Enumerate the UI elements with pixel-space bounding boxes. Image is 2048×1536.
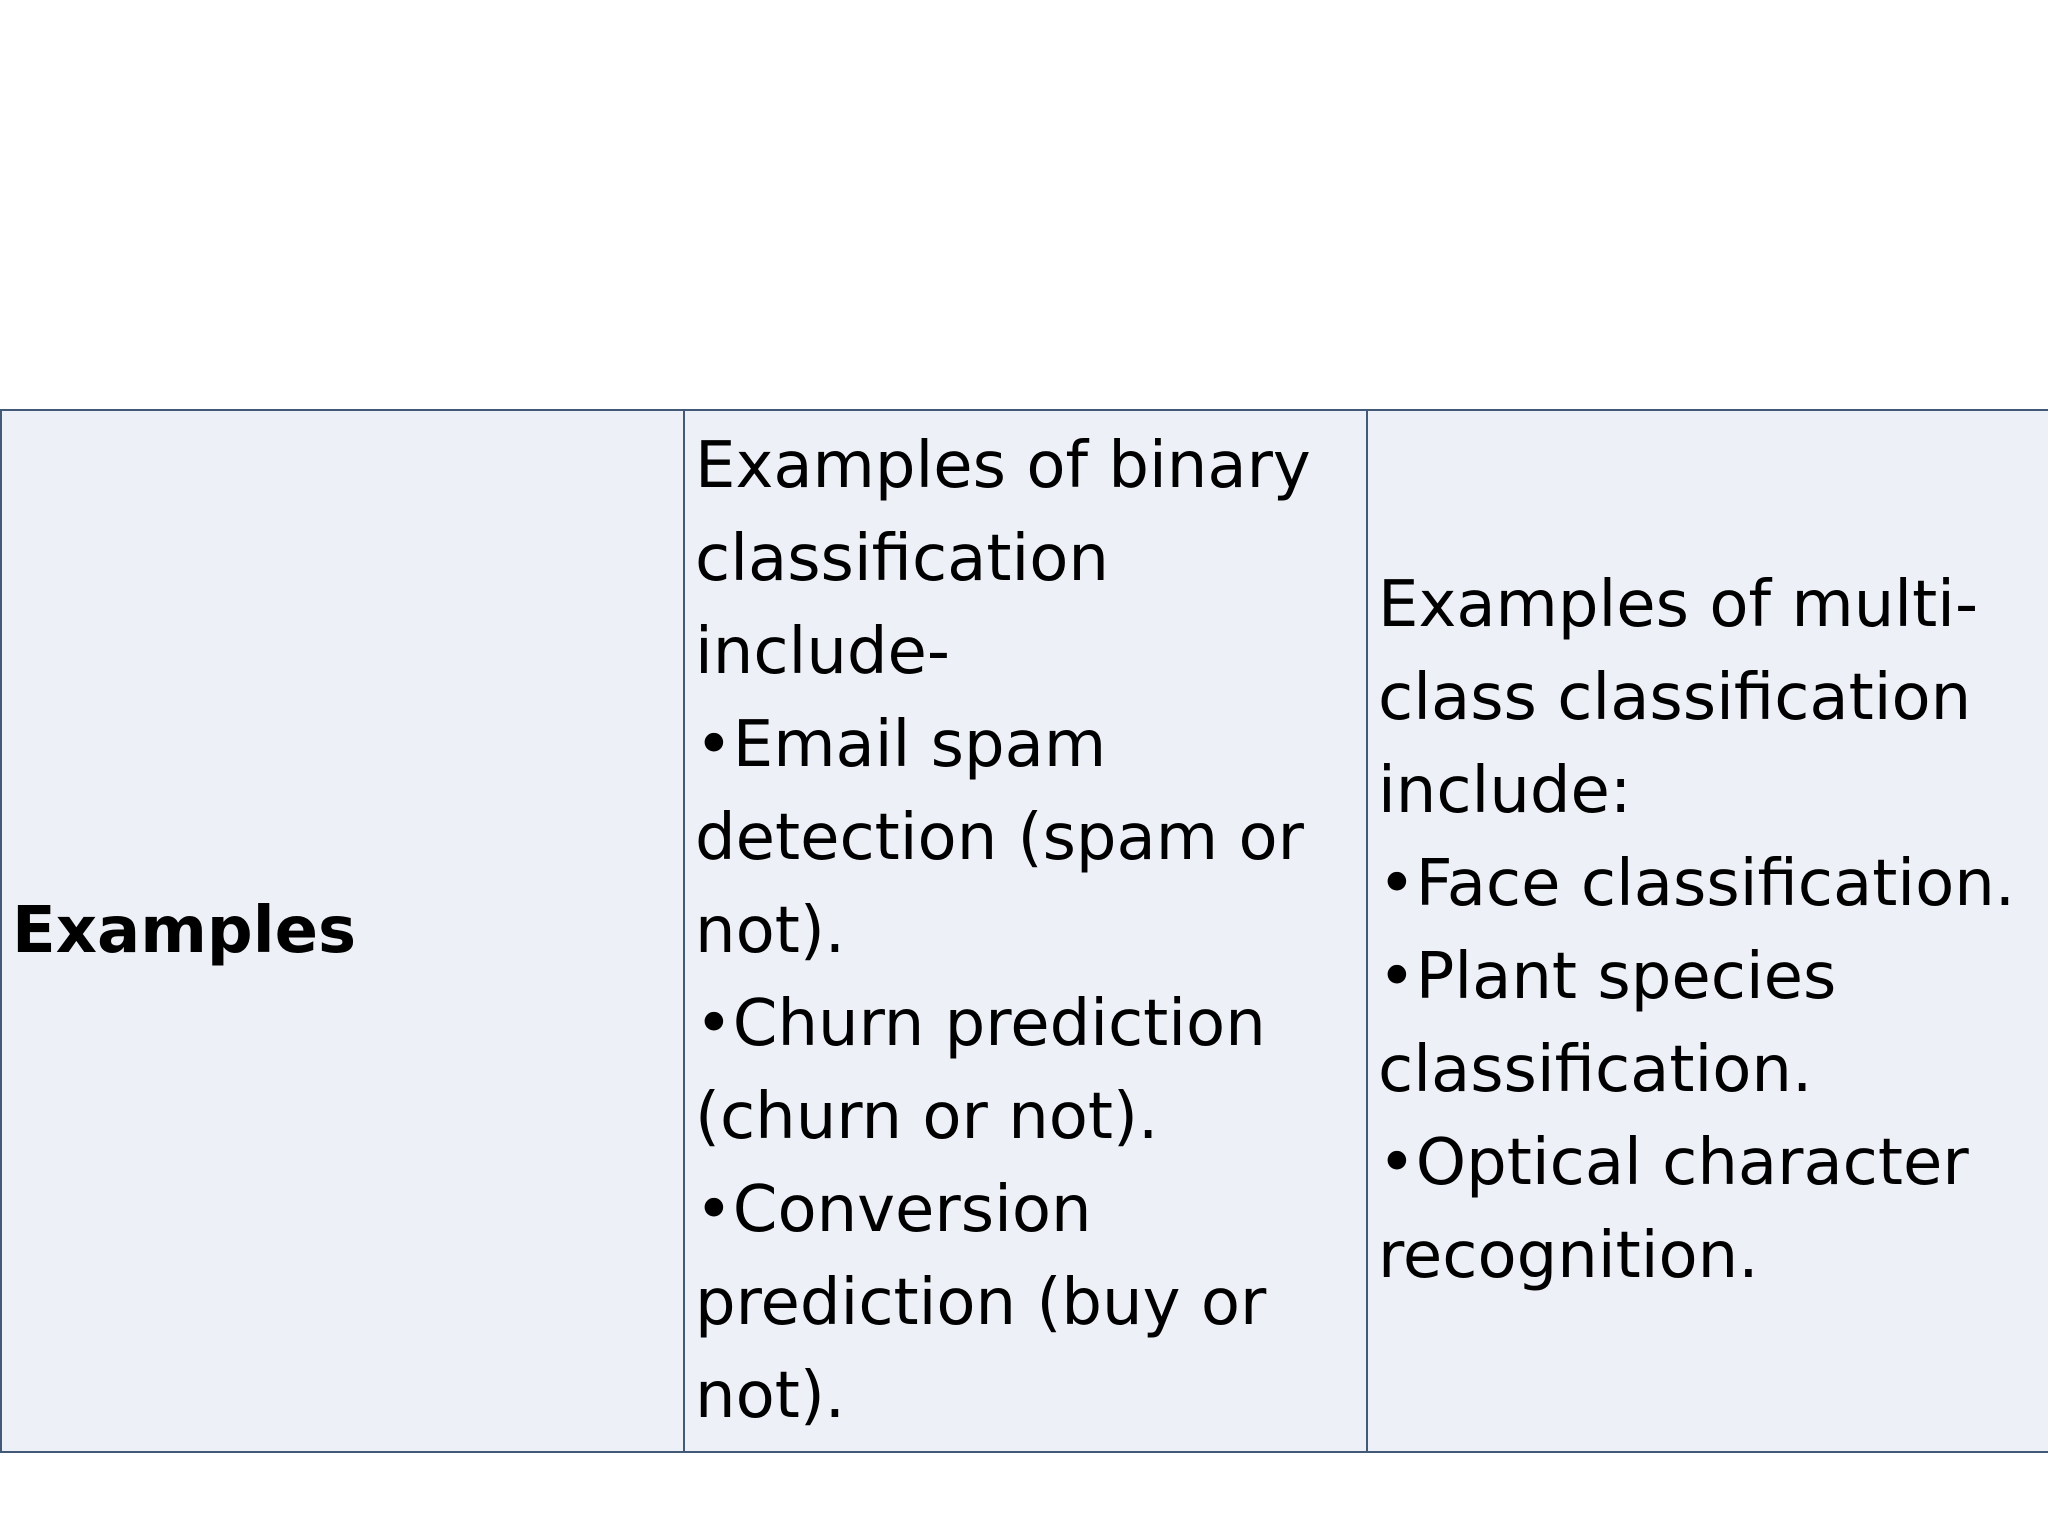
binary-item-churn: •Churn prediction (churn or not). — [695, 986, 1266, 1154]
multiclass-examples-cell — [1367, 410, 2048, 1452]
multiclass-item-plant: •Plant species classification. — [1378, 940, 1837, 1107]
multiclass-item-face: •Face classification. — [1378, 847, 2016, 921]
binary-examples-cell — [684, 410, 1367, 1452]
row-label-examples: Examples — [1, 410, 684, 1452]
examples-table — [0, 409, 2048, 1453]
multiclass-item-ocr: •Optical character recognition. — [1378, 1126, 1969, 1293]
binary-item-spam: •Email spam detection (spam or not). — [695, 707, 1304, 968]
binary-item-conversion: •Conversion prediction (buy or not). — [695, 1172, 1267, 1433]
binary-intro: Examples of binary classification include- — [695, 428, 1311, 689]
table-row — [1, 410, 2048, 1452]
multiclass-intro: Examples of multi-class classification include: — [1378, 568, 1979, 828]
